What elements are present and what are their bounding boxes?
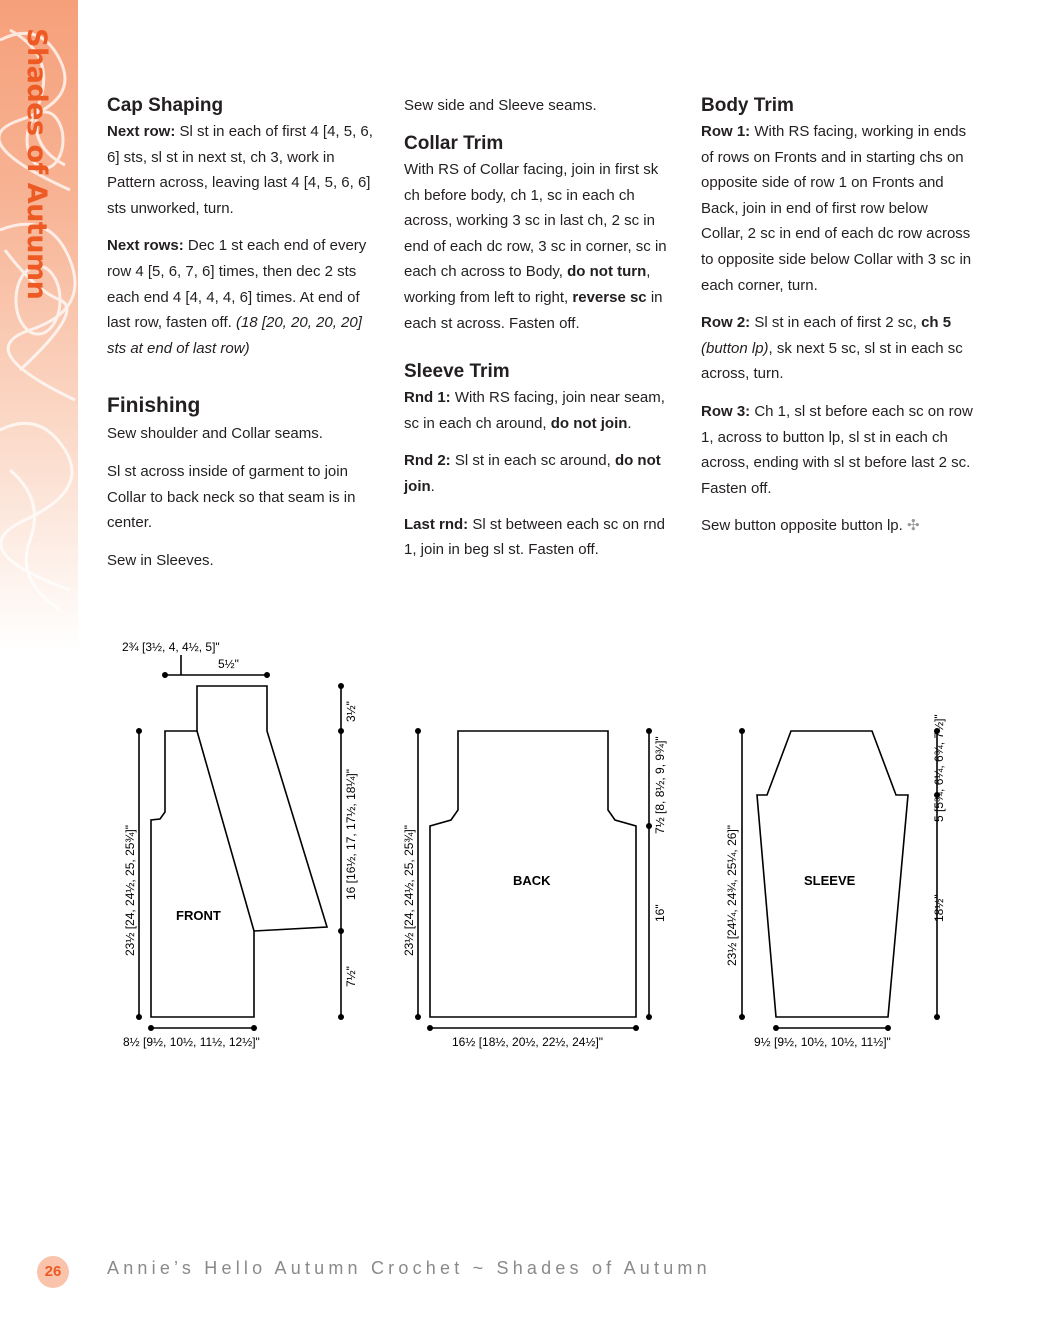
text: With RS facing, working in ends of rows on Fronts and in starting chs on opposite side of row 1 on Fronts and Back, join in end of first row below Collar, 2 sc in end of each dc row across to opposite side below Collar with 3 sc in each corner, turn. (701, 123, 972, 294)
front-width: 8½ [9½, 10½, 11½, 12½]" (123, 1035, 260, 1049)
text: Sl st between each sc on rnd 1, join in beg sl st. Fasten off. (404, 515, 665, 559)
footer-text: Annie’s Hello Autumn Crochet ~ Shades of Autumn (107, 1258, 711, 1278)
front-top-dim: 2¾ [3½, 4, 4½, 5]" (122, 640, 220, 654)
sleeve-underarm: 18½" (932, 894, 946, 922)
front-collar-height: 3½" (344, 701, 358, 722)
heading-finishing: Finishing (107, 394, 201, 418)
text: . (430, 477, 435, 495)
text: Sew button opposite button lp. (701, 517, 907, 535)
front-collar-width: 5½" (218, 657, 239, 671)
back-armhole: 7½ [8, 8½, 9, 9¾]" (653, 736, 667, 834)
heading-body-trim: Body Trim (701, 95, 794, 116)
front-length: 23½ [24, 24½, 25, 25¾]" (123, 824, 137, 956)
sidebar-title: Shades of Autumn (21, 28, 52, 300)
label-row3: Row 3: (701, 402, 751, 420)
label-next-rows: Next rows: (107, 237, 184, 255)
text: With RS of Collar facing, join in first sk ch before body, ch 1, sc in each ch across, working 3 sc in last ch, 2 sc in end of each dc row, 3 sc in corner, sc in each ch across to Body, (404, 161, 667, 281)
label-row1: Row 1: (701, 123, 751, 140)
bold-do-not-join: do not join (550, 414, 628, 432)
back-width: 16½ [18½, 20½, 22½, 24½]" (452, 1035, 604, 1049)
heading-sleeve-trim: Sleeve Trim (404, 361, 510, 383)
label-next-row: Next row: (107, 123, 176, 140)
sleeve-label: SLEEVE (804, 873, 856, 888)
front-edge-dim: 16 [16½, 17, 17½, 18¼]" (344, 768, 358, 900)
bold-ch5: ch 5 (921, 314, 952, 332)
text: Dec 1 st each end of every row 4 [5, 6, 7, 6] times, then dec 2 sts each end 4 [4, 4, 4, 6] times. At end of last row, fasten off. (107, 237, 367, 332)
finishing-paragraph-1: Sew shoulder and Collar seams. (107, 425, 323, 443)
back-label: BACK (513, 873, 551, 888)
back-length: 23½ [24, 24½, 25, 25¾]" (402, 824, 416, 956)
text: Sl st in each sc around, (450, 452, 615, 470)
back-side: 16" (653, 904, 667, 922)
italic-button-lp: (button lp) (701, 339, 769, 357)
finishing-paragraph-2: Sl st across inside of garment to join Collar to back neck so that seam is in center. (107, 462, 356, 532)
front-label: FRONT (176, 908, 221, 923)
end-mark-icon: ✣ (906, 517, 920, 535)
text: in each st across. Fasten off. (404, 288, 663, 332)
sleeve-length: 23½ [24¼, 24¾, 25¼, 26]" (725, 824, 739, 966)
label-row2: Row 2: (701, 314, 751, 332)
label-rnd2: Rnd 2: (404, 452, 451, 470)
page-number: 26 (37, 1256, 69, 1288)
text: . (627, 414, 632, 432)
text: Sl st in each of first 4 [4, 5, 6, 6] sts, sl st in next st, ch 3, work in Pattern across, leaving last 4 [4, 5, 6, 6] sts unworked, turn. (107, 123, 373, 217)
stitch-count-note: (18 [20, 20, 20, 20] sts at end of last row) (107, 314, 362, 357)
sleeve-width: 9½ [9½, 10½, 10½, 11½]" (754, 1035, 891, 1049)
bold-do-not-join: do not join (404, 452, 661, 495)
text: With RS facing, join near seam, sc in each ch around, (404, 389, 665, 432)
heading-cap-shaping: Cap Shaping (107, 95, 224, 116)
text: Sl st in each of first 2 sc, (750, 314, 922, 332)
dimension-end-dots (136, 672, 940, 1031)
bold-reverse-sc: reverse sc (572, 288, 647, 306)
text: , working from left to right, (404, 263, 651, 306)
label-last-rnd: Last rnd: (404, 515, 469, 533)
front-schematic (139, 655, 341, 1028)
label-rnd1: Rnd 1: (404, 389, 451, 407)
finishing-paragraph-3: Sew in Sleeves. (107, 551, 214, 569)
text: , sk next 5 sc, sl st in each sc across, turn. (701, 339, 963, 383)
intro-paragraph: Sew side and Sleeve seams. (404, 97, 597, 114)
text: Ch 1, sl st before each sc on row 1, across to button lp, sl st in each ch across, ending with sl st before last 2 sc. Fasten off. (701, 402, 973, 497)
heading-collar-trim: Collar Trim (404, 133, 504, 154)
sleeve-cap: 5 [5¾, 6¼, 6¾, 7½]" (932, 714, 946, 822)
front-lower-dim: 7½" (344, 966, 358, 987)
bold-do-not-turn: do not turn (567, 263, 647, 281)
